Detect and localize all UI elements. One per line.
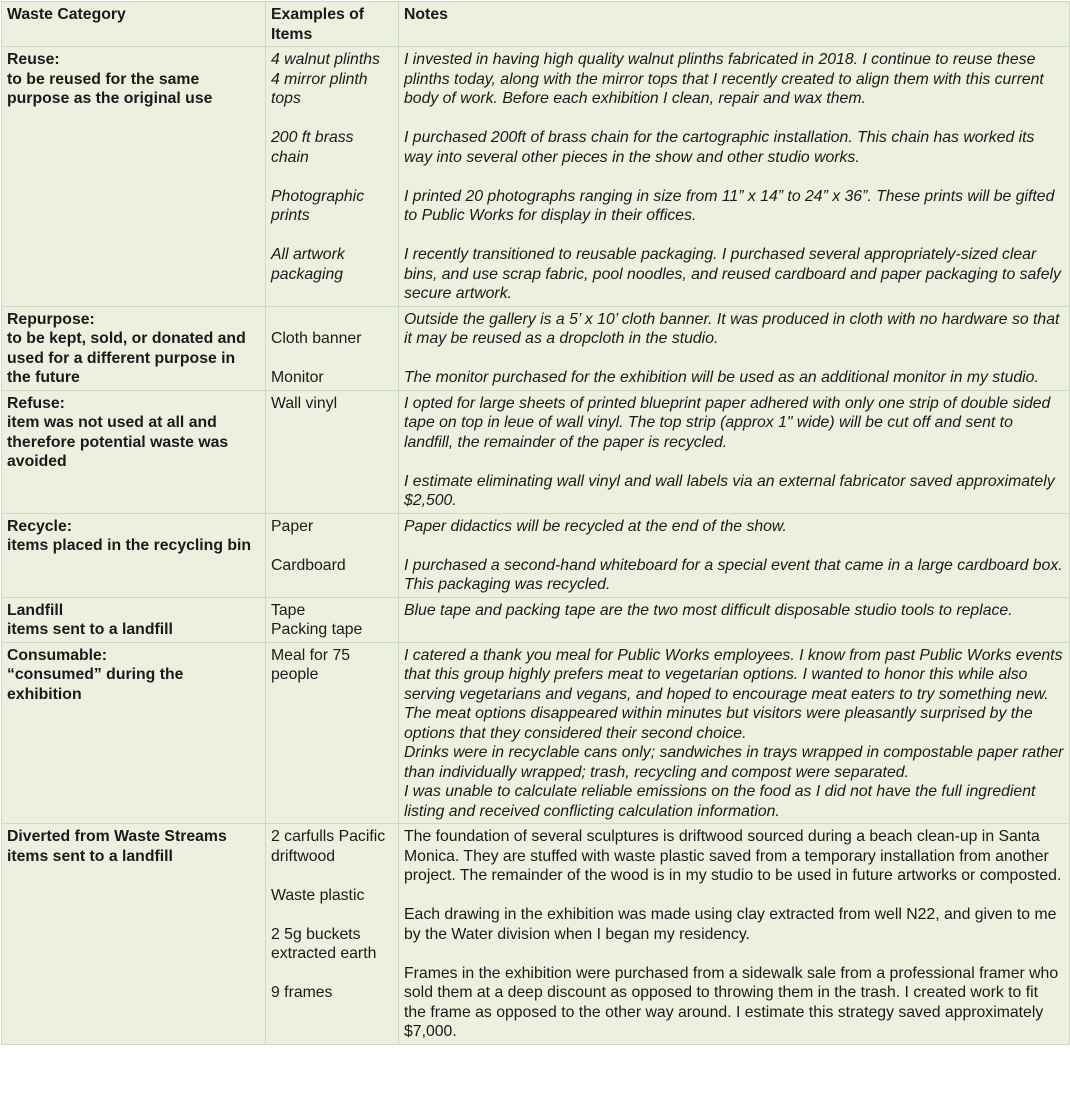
item: Wall vinyl: [271, 394, 338, 412]
item: All artwork packaging: [271, 246, 345, 283]
items-cell: [266, 824, 399, 1045]
note: Drinks were in recyclable cans only; sandwiches in trays wrapped in compostable paper rather than individually wrapped; trash, recycling and compost were separated.: [404, 744, 1064, 781]
header-notes: Notes: [399, 2, 1070, 47]
items-cell: [266, 597, 399, 642]
items-cell: [266, 513, 399, 597]
category-cell: [2, 306, 266, 390]
notes-cell: [399, 642, 1070, 824]
note: I catered a thank you meal for Public Works employees. I know from past Public Works events that this group highly prefers meat to vegetarian options. I wanted to honor this while also serving vegetarians and vegans, and hoped to encourage meat eaters to try something new. The meat options disappeared within minutes but visitors were pleasantly surprised by the options that they considered their second choice.: [404, 646, 1063, 742]
header-category: Waste Category: [2, 2, 266, 47]
category-title: Landfill: [7, 601, 64, 619]
note: I invested in having high quality walnut plinths fabricated in 2018. I continue to reuse these plinths today, along with the mirror tops that I recently created to align them with this current body of work. Before each exhibition I clean, repair and wax them.: [404, 51, 1044, 107]
category-title: Diverted from Waste Streams: [7, 828, 227, 845]
category-description: item was not used at all and therefore potential waste was avoided: [7, 414, 229, 470]
note: The foundation of several sculptures is driftwood sourced during a beach clean-up in Santa Monica. They are stuffed with waste plastic saved from a temporary installation from another project. The remainder of the wood is in my studio to be used in future artworks or composted.: [404, 828, 1062, 884]
note: I was unable to calculate reliable emissions on the food as I did not have the full ingredient listing and received conflicting calculation information.: [404, 783, 1036, 820]
notes-cell: [399, 597, 1070, 642]
category-description: to be kept, sold, or donated and used for a different purpose in the future: [7, 330, 246, 386]
items-cell: [266, 47, 399, 307]
notes-cell: [399, 513, 1070, 597]
item: 200 ft brass chain: [271, 129, 354, 166]
note: I opted for large sheets of printed blueprint paper adhered with only one strip of double sided tape on top in leue of wall vinyl. The top strip (approx 1" wide) will be cut off and sent to landfill, the remainder of the paper is recycled.: [404, 394, 1051, 451]
item: 2 carfulls Pacific driftwood: [271, 828, 386, 865]
category-cell: [2, 513, 266, 597]
category-title: Consumable:: [7, 646, 108, 664]
item: Paper: [271, 517, 314, 535]
item: Packing tape: [271, 621, 363, 638]
note: The monitor purchased for the exhibition will be used as an additional monitor in my studio.: [404, 369, 1039, 386]
category-description: items sent to a landfill: [7, 621, 173, 638]
notes-cell: [399, 306, 1070, 390]
category-description: items sent to a landfill: [7, 847, 173, 865]
item: Waste plastic: [271, 886, 365, 904]
item: Cardboard: [271, 556, 346, 574]
header-examples: Examples of Items: [266, 2, 399, 47]
item: Photographic prints: [271, 187, 365, 224]
category-cell: [2, 597, 266, 642]
note: I recently transitioned to reusable packaging. I purchased several appropriately-sized clear bins, and use scrap fabric, pool noodles, and reused cardboard and paper packaging to safely secure artwork.: [404, 246, 1061, 302]
category-cell: [2, 47, 266, 307]
note: Paper didactics will be recycled at the end of the show.: [404, 517, 787, 535]
category-cell: [2, 642, 266, 824]
item: Tape: [271, 601, 306, 619]
category-title: Repurpose:: [7, 310, 95, 328]
note: Outside the gallery is a 5’ x 10’ cloth banner. It was produced in cloth with no hardware so that it may be reused as a dropcloth in the studio.: [404, 310, 1060, 347]
category-description: to be reused for the same purpose as the original use: [7, 70, 213, 107]
category-description: “consumed” during the exhibition: [7, 666, 184, 703]
item: 9 frames: [271, 984, 333, 1001]
item: Cloth banner: [271, 330, 362, 347]
table-row: [2, 513, 1070, 597]
item: 4 walnut plinths: [271, 51, 380, 68]
table-row: [2, 824, 1070, 1045]
header-row: [2, 2, 1070, 47]
table-row: [2, 306, 1070, 390]
category-title: Reuse:: [7, 51, 60, 68]
items-cell: [266, 390, 399, 513]
items-cell: [266, 642, 399, 824]
note: I purchased 200ft of brass chain for the cartographic installation. This chain has worked its way into several other pieces in the show and other studio works.: [404, 129, 1035, 166]
items-cell: [266, 306, 399, 390]
note: Frames in the exhibition were purchased from a sidewalk sale from a professional framer who sold them at a deep discount as opposed to throwing them in the trash. I created work to fit the frame as opposed to the other way around. I estimate this strategy saved approximately $7,000.: [404, 964, 1059, 1040]
item: 4 mirror plinth tops: [271, 70, 368, 107]
notes-cell: [399, 390, 1070, 513]
note: I estimate eliminating wall vinyl and wall labels via an external fabricator saved approximately $2,500.: [404, 472, 1055, 509]
table-row: [2, 390, 1070, 513]
category-cell: [2, 390, 266, 513]
item: 2 5g buckets extracted earth: [271, 925, 377, 962]
item: Meal for 75 people: [271, 646, 351, 683]
waste-table: [1, 1, 1070, 1045]
notes-cell: [399, 824, 1070, 1045]
category-description: items placed in the recycling bin: [7, 537, 252, 554]
category-cell: [2, 824, 266, 1045]
category-title: Refuse:: [7, 394, 65, 412]
notes-cell: [399, 47, 1070, 307]
note: Each drawing in the exhibition was made using clay extracted from well N22, and given to me by the Water division when I began my residency.: [404, 906, 1057, 943]
note: I purchased a second-hand whiteboard for a special event that came in a large cardboard box. This packaging was recycled.: [404, 556, 1063, 593]
category-title: Recycle:: [7, 517, 72, 535]
table-row: [2, 47, 1070, 307]
note: Blue tape and packing tape are the two most difficult disposable studio tools to replace.: [404, 601, 1013, 619]
table-row: [2, 597, 1070, 642]
note: I printed 20 photographs ranging in size from 11” x 14” to 24” x 36”. These prints will be gifted to Public Works for display in their offices.: [404, 187, 1055, 224]
table-row: [2, 642, 1070, 824]
item: Monitor: [271, 369, 324, 386]
